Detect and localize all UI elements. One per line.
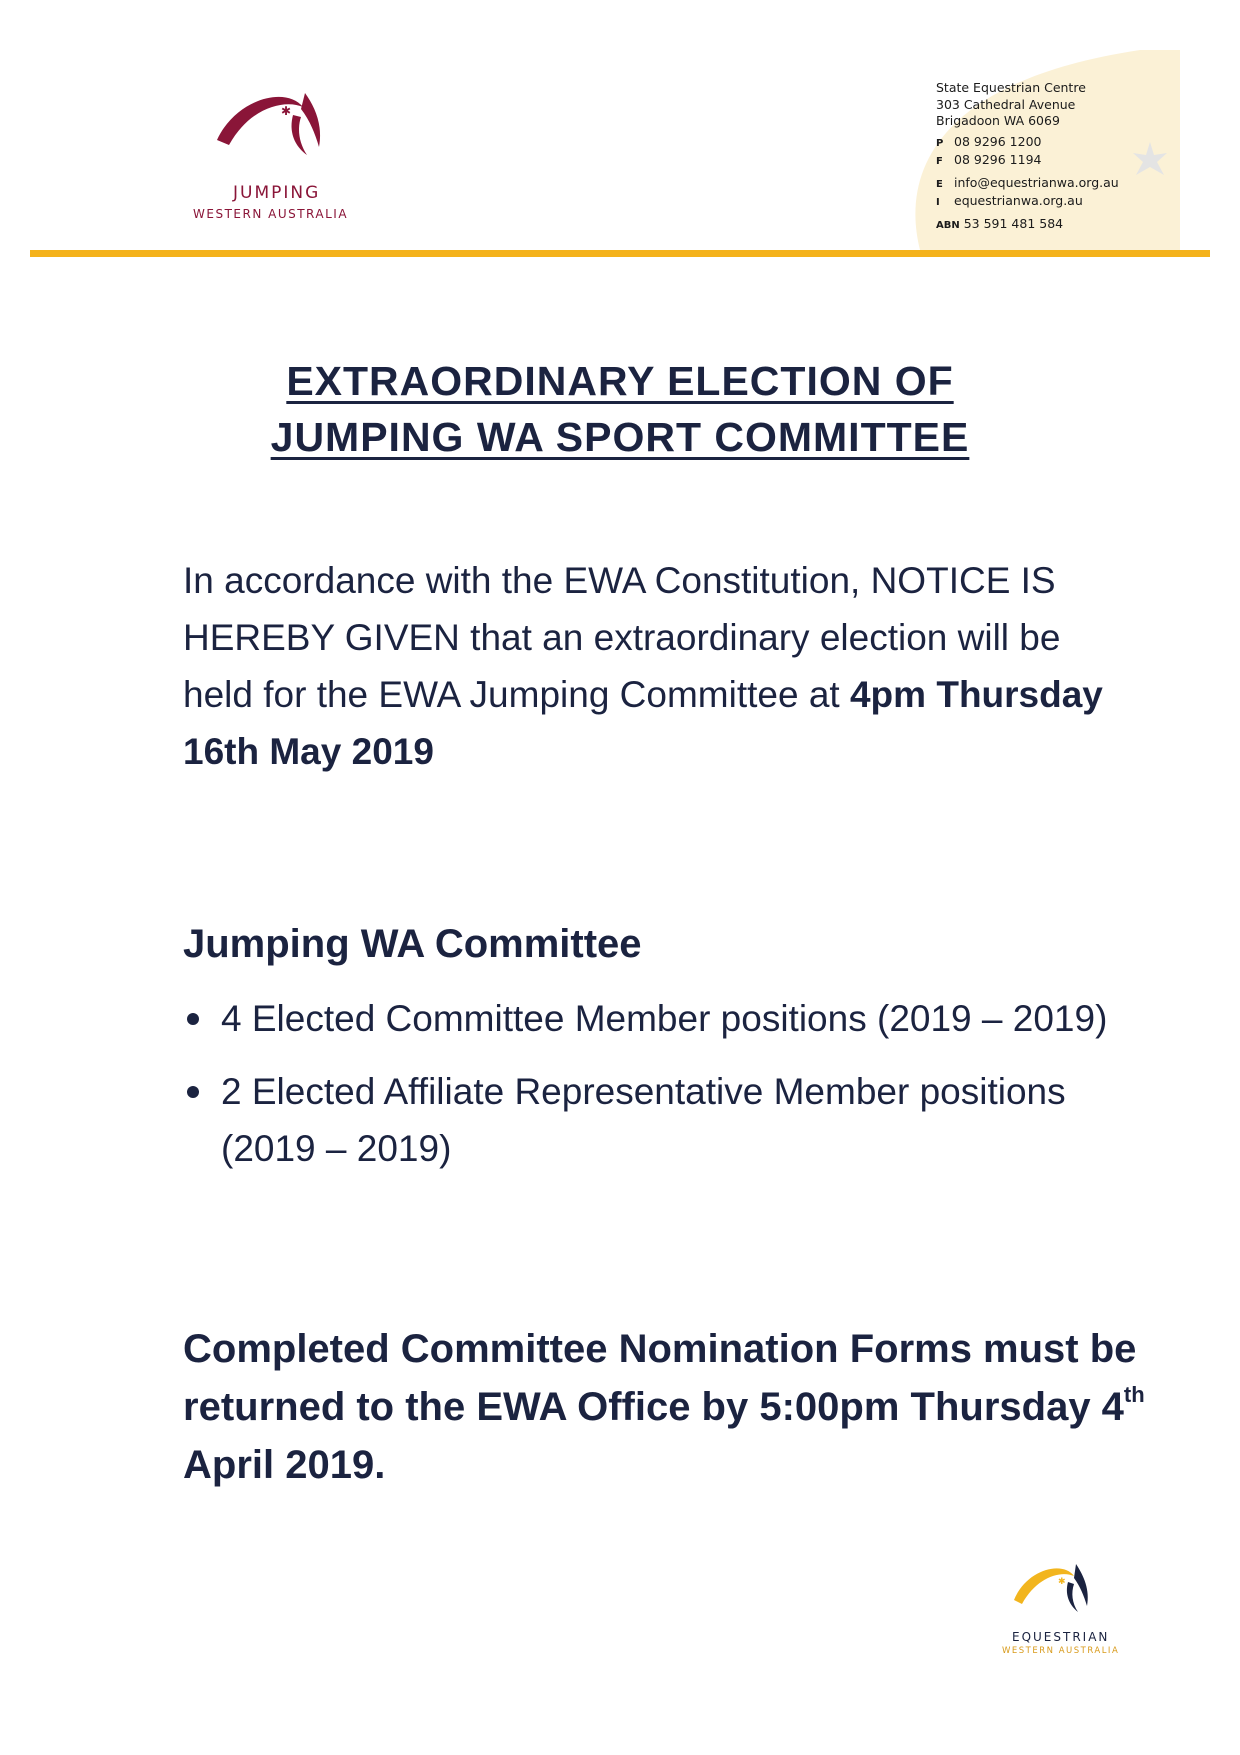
web-label: I <box>936 197 940 208</box>
phone-label: P <box>936 137 944 149</box>
equestrian-wa-logo <box>1000 1560 1130 1670</box>
abn-number: 53 591 481 584 <box>963 215 1064 231</box>
document-title-line2: JUMPING WA SPORT COMMITTEE <box>270 414 970 460</box>
website: equestrianwa.org.au <box>954 193 1083 208</box>
svg-text:✱: ✱ <box>281 104 292 118</box>
bullet-icon <box>187 1013 199 1025</box>
header-divider <box>30 250 1210 257</box>
phone-number: 08 9296 1200 <box>954 133 1042 149</box>
footer-logo-subtitle: WESTERN AUSTRALIA <box>1002 1646 1120 1656</box>
notice-paragraph <box>183 552 1113 780</box>
list-item <box>183 1063 1163 1177</box>
horse-head-logo-icon <box>215 85 345 180</box>
footer-logo-title: EQUESTRIAN <box>1012 1630 1110 1644</box>
email-address: info@equestrianwa.org.au <box>954 174 1119 190</box>
fax-label: F <box>936 156 943 167</box>
abn-label: ABN <box>936 219 960 231</box>
list-item <box>183 990 1163 1047</box>
nomination-deadline <box>183 1320 1183 1494</box>
address-line: State Equestrian Centre <box>936 80 1086 95</box>
horse-head-logo-icon <box>1012 1560 1112 1622</box>
deadline-text: Completed Committee Nomination Forms must be returned to the EWA Office by 5:00pm Thursday 4 <box>183 1327 1137 1429</box>
logo-title: JUMPING <box>233 183 321 203</box>
svg-text:✱: ✱ <box>1058 1577 1066 1587</box>
positions-list <box>183 990 1163 1193</box>
notice-text: In accordance with the EWA Constitution, NOTICE IS HEREBY GIVEN that an extraordinary election will be held for the EWA Jumping Committee at <box>183 560 1061 715</box>
list-item-text: 4 Elected Committee Member positions (2019 – 2019) <box>221 998 1108 1039</box>
deadline-text-end: April 2019. <box>183 1443 386 1487</box>
address-line: 303 Cathedral Avenue <box>936 96 1076 112</box>
ordinal-suffix: th <box>1123 1382 1145 1407</box>
address-line: Brigadoon WA 6069 <box>936 113 1060 128</box>
list-item-text: 2 Elected Affiliate Representative Member positions (2019 – 2019) <box>221 1071 1066 1169</box>
email-label: E <box>936 178 943 190</box>
committee-heading: Jumping WA Committee <box>183 922 642 966</box>
jumping-wa-logo <box>193 85 375 225</box>
logo-subtitle: WESTERN AUSTRALIA <box>193 207 349 221</box>
document-title-line1: EXTRAORDINARY ELECTION OF <box>286 358 954 404</box>
fax-number: 08 9296 1194 <box>954 152 1042 167</box>
bullet-icon <box>187 1086 199 1098</box>
contact-address <box>936 80 1119 234</box>
election-datetime: 4pm Thursday 16th May 2019 <box>183 674 1103 772</box>
star-icon <box>1130 140 1170 180</box>
